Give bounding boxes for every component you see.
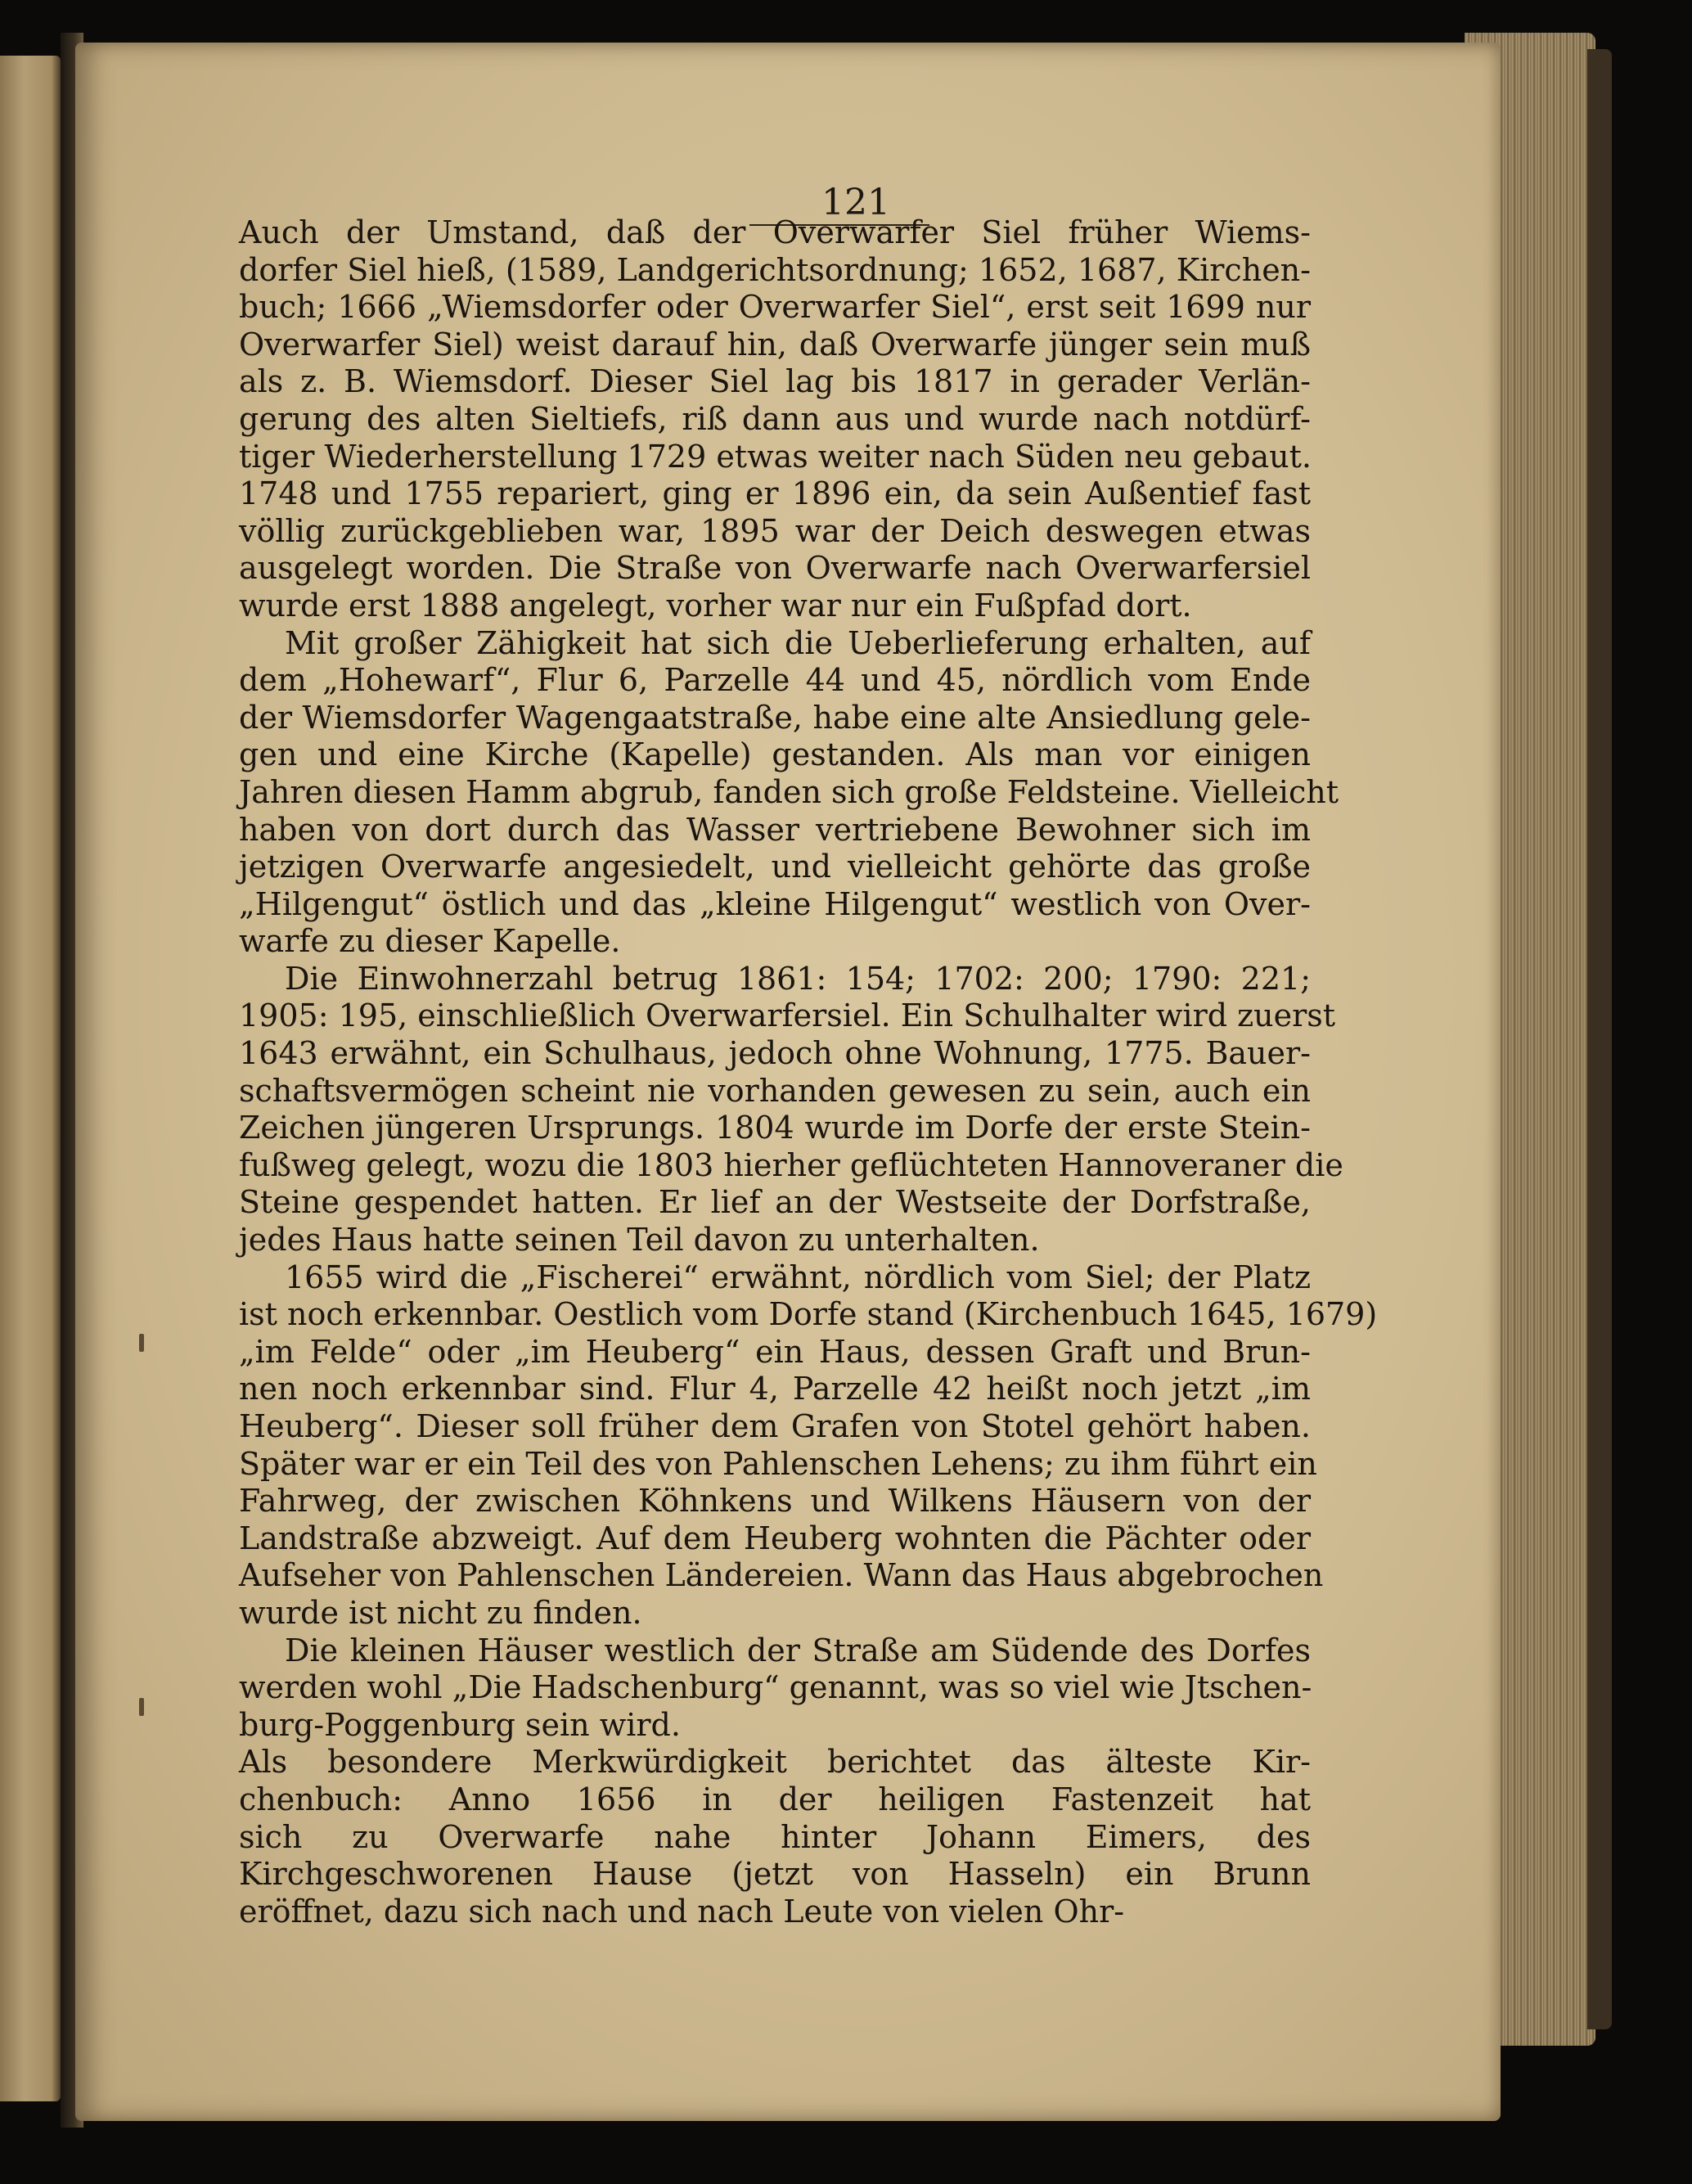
text-line: ist noch erkennbar. Oestlich vom Dorfe stand (Kirchenbuch 1645, 1679): [239, 1296, 1378, 1333]
paragraph: [239, 214, 1311, 625]
text-line: Die kleinen Häuser westlich der Straße am Südende des Dorfes: [285, 1632, 1311, 1668]
paragraph: [239, 1259, 1378, 1632]
text-line: chenbuch: Anno 1656 in der heiligen Fastenzeit hat: [239, 1781, 1311, 1817]
text-line: 1655 wird die „Fischerei“ erwähnt, nördlich vom Siel; der Platz: [285, 1259, 1311, 1295]
text-line: wurde erst 1888 angelegt, vorher war nur ein Fußpfad dort.: [239, 587, 1192, 624]
text-line: Fahrweg, der zwischen Köhnkens und Wilkens Häusern von der: [239, 1483, 1311, 1520]
text-line: der Wiemsdorfer Wagengaatstraße, habe eine alte Ansiedlung gele-: [239, 699, 1311, 736]
text-line: gerung des alten Sieltiefs, riß dann aus und wurde nach notdürf-: [239, 400, 1311, 437]
text-line: Heuberg“. Dieser soll früher dem Grafen von Stotel gehört haben.: [239, 1408, 1311, 1444]
text-line: Auch der Umstand, daß der Overwarfer Siel früher Wiems-: [239, 214, 1311, 250]
margin-mark: [139, 1334, 144, 1352]
text-line: nen noch erkennbar sind. Flur 4, Parzelle 42 heißt noch jetzt „im: [239, 1371, 1311, 1407]
margin-mark: [139, 1698, 144, 1716]
text-line: tiger Wiederherstellung 1729 etwas weiter nach Süden neu gebaut.: [239, 438, 1312, 475]
text-line: eröffnet, dazu sich nach und nach Leute von vielen Ohr-: [239, 1893, 1125, 1930]
text-line: werden wohl „Die Hadschenburg“ genannt, was so viel wie Jtschen-: [239, 1669, 1312, 1706]
text-line: Später war er ein Teil des von Pahlenschen Lehens; zu ihm führt ein: [239, 1445, 1317, 1482]
text-line: völlig zurückgeblieben war, 1895 war der Deich deswegen etwas: [239, 512, 1311, 549]
text-line: warfe zu dieser Kapelle.: [239, 923, 621, 960]
text-line: dem „Hohewarf“, Flur 6, Parzelle 44 und 45, nördlich vom Ende: [239, 662, 1311, 699]
text-line: Steine gespendet hatten. Er lief an der Westseite der Dorfstraße,: [239, 1184, 1311, 1221]
paragraph: [239, 960, 1343, 1259]
text-line: 1643 erwähnt, ein Schulhaus, jedoch ohne Wohnung, 1775. Bauer-: [239, 1035, 1311, 1072]
text-line: Overwarfer Siel) weist darauf hin, daß Overwarfe jünger sein muß: [239, 326, 1311, 362]
text-line: „Hilgengut“ östlich und das „kleine Hilgengut“ westlich von Over-: [239, 885, 1311, 922]
text-line: Aufseher von Pahlenschen Ländereien. Wann das Haus abgebrochen: [239, 1557, 1324, 1594]
text-line: jedes Haus hatte seinen Teil davon zu unterhalten.: [239, 1222, 1040, 1259]
text-line: Kirchgeschworenen Hause (jetzt von Hasseln) ein Brunn: [239, 1856, 1311, 1893]
text-line: als z. B. Wiemsdorf. Dieser Siel lag bis 1817 in gerader Verlän-: [239, 363, 1311, 400]
paragraph: [239, 624, 1339, 961]
text-line: ausgelegt worden. Die Straße von Overwarfe nach Overwarfersiel: [239, 550, 1311, 587]
text-line: jetzigen Overwarfe angesiedelt, und vielleicht gehörte das große: [239, 849, 1311, 885]
text-line: Jahren diesen Hamm abgrub, fanden sich große Feldsteine. Vielleicht: [239, 773, 1339, 810]
paragraph: [239, 1632, 1311, 1745]
text-line: Die Einwohnerzahl betrug 1861: 154; 1702: 200; 1790: 221;: [285, 960, 1311, 997]
text-line: Zeichen jüngeren Ursprungs. 1804 wurde im Dorfe der erste Stein-: [239, 1110, 1311, 1146]
text-line: fußweg gelegt, wozu die 1803 hierher geflüchteten Hannoveraner die: [239, 1146, 1343, 1183]
text-line: schaftsvermögen scheint nie vorhanden gewesen zu sein, auch ein: [239, 1072, 1311, 1109]
text-line: Mit großer Zähigkeit hat sich die Ueberlieferung erhalten, auf: [285, 624, 1311, 661]
text-line: haben von dort durch das Wasser vertriebene Bewohner sich im: [239, 811, 1311, 848]
text-line: buch; 1666 „Wiemsdorfer oder Overwarfer Siel“, erst seit 1699 nur: [239, 289, 1311, 326]
text-line: dorfer Siel hieß, (1589, Landgerichtsordnung; 1652, 1687, Kirchen-: [239, 251, 1311, 288]
body-text: [239, 214, 1378, 1930]
text-line: 1905: 195, einschließlich Overwarfersiel. Ein Schulhalter wird zuerst: [239, 997, 1336, 1034]
book-cover-edge: [1587, 49, 1612, 2029]
text-line: burg-Poggenburg sein wird.: [239, 1706, 681, 1743]
text-line: 1748 und 1755 repariert, ging er 1896 ein, da sein Außentief fast: [239, 475, 1311, 512]
text-line: gen und eine Kirche (Kapelle) gestanden. Als man vor einigen: [239, 736, 1311, 773]
text-line: Als besondere Merkwürdigkeit berichtet das älteste Kir-: [239, 1744, 1311, 1781]
text-line: Landstraße abzweigt. Auf dem Heuberg wohnten die Pächter oder: [239, 1520, 1311, 1556]
text-line: „im Felde“ oder „im Heuberg“ ein Haus, dessen Graft und Brun-: [239, 1333, 1311, 1370]
previous-page-edge: [0, 56, 61, 2101]
text-line: sich zu Overwarfe nahe hinter Johann Eimers, des: [239, 1818, 1311, 1855]
page-number: 121: [821, 182, 890, 223]
text-line: wurde ist nicht zu finden.: [239, 1594, 642, 1631]
paragraph: [239, 1744, 1311, 1930]
